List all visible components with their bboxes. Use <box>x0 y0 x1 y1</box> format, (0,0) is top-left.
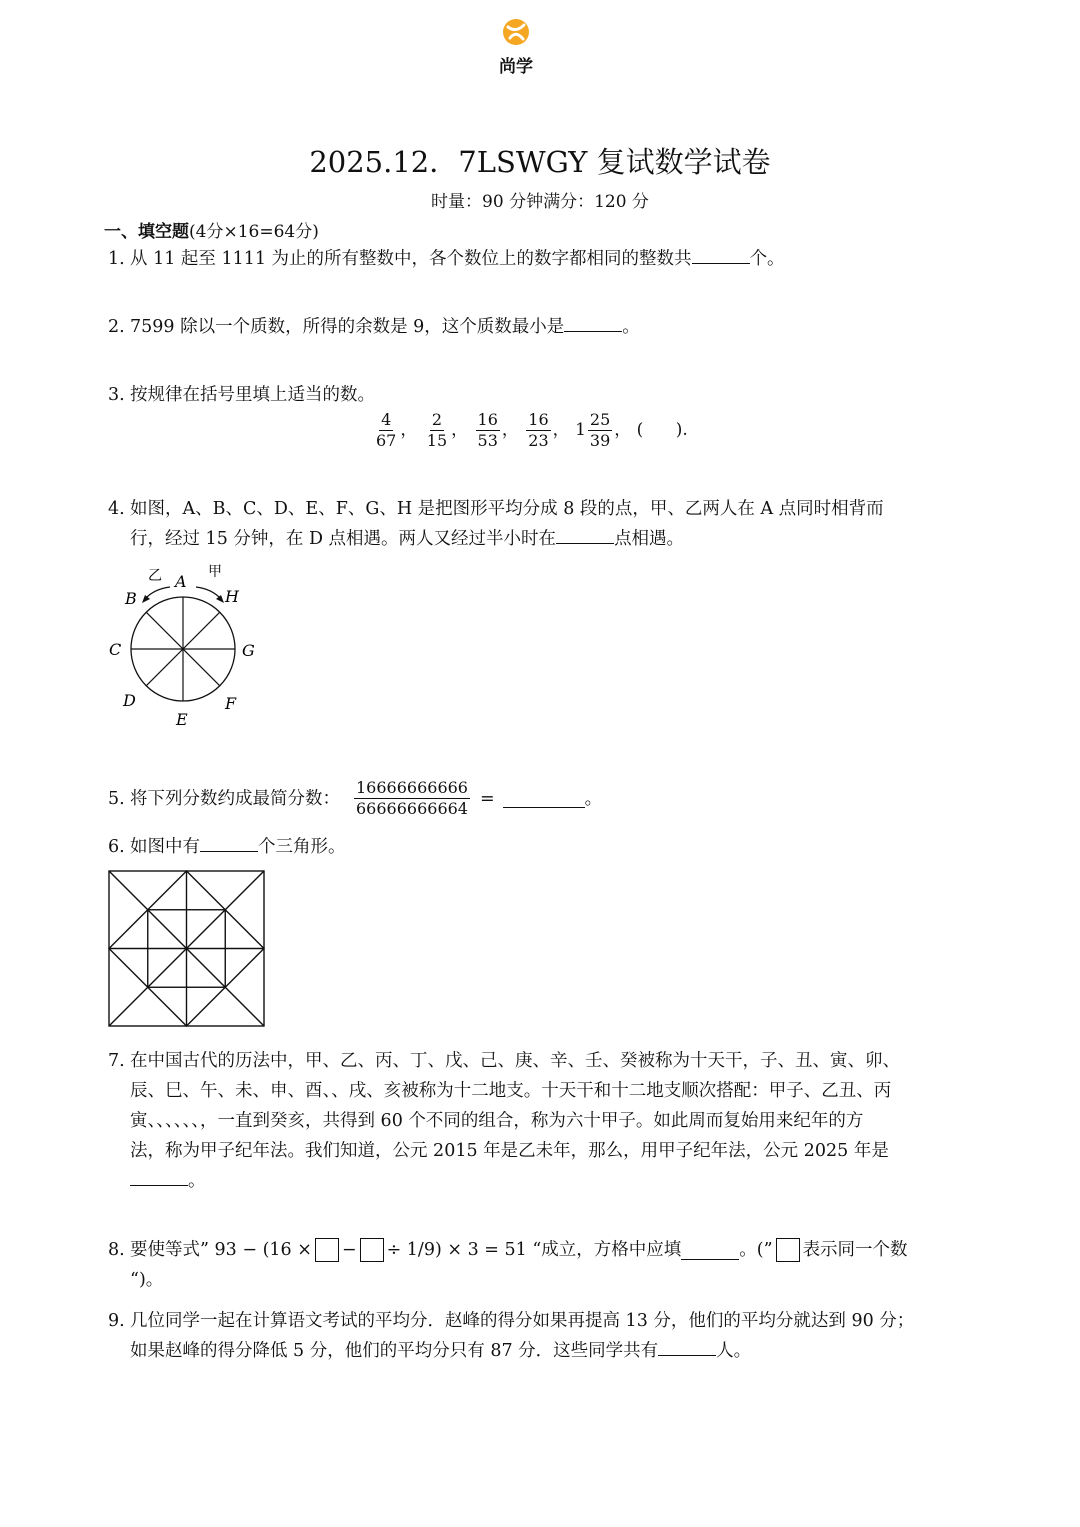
question-text-c: ÷ 1/9) × 3 = 51 “成立，方格中应填 <box>386 1240 682 1260</box>
question-3 <box>108 380 375 410</box>
fraction-sequence <box>372 410 688 451</box>
exam-info: 时量：90 分钟满分：120 分 <box>431 192 649 212</box>
question-number: 9. <box>108 1311 125 1331</box>
logo-text: 尚学 <box>499 57 533 77</box>
point-F: F <box>225 694 237 713</box>
question-number: 4. <box>108 499 125 519</box>
question-number: 8. <box>108 1240 125 1260</box>
point-E: E <box>176 710 188 729</box>
square-box <box>776 1238 800 1262</box>
fraction-2: $\frac{2}{15}$ <box>426 410 448 450</box>
question-2 <box>108 312 640 342</box>
logo-icon <box>500 18 532 46</box>
question-text-line2: “)。 <box>130 1270 164 1290</box>
separator: ， <box>552 420 570 440</box>
circle-figure <box>100 560 270 735</box>
arrow-jia <box>196 587 221 599</box>
separator: ， <box>451 420 469 440</box>
section-label: 一、填空题 <box>104 222 189 242</box>
square-box <box>360 1238 384 1262</box>
label-yi: 乙 <box>148 568 162 584</box>
mixed-whole: 1 <box>575 420 586 440</box>
question-text-line2: 行，经过 15 分钟，在 D 点相遇。两人又经过半小时在 <box>130 529 557 549</box>
question-text: 从 11 起至 1111 为止的所有整数中，各个数位上的数字都相同的整数共 <box>130 249 692 269</box>
label-jia: 甲 <box>208 564 222 580</box>
question-text: 将下列分数约成最简分数： <box>130 788 340 809</box>
answer-blank[interactable] <box>658 1337 716 1356</box>
question-number: 5. <box>108 788 125 809</box>
point-D: D <box>123 691 136 710</box>
fraction-3: $\frac{16}{53}$ <box>477 410 498 450</box>
page-title: 2025.12．7LSWGY 复试数学试卷 <box>309 145 771 179</box>
question-text-end: 。 <box>188 1171 206 1191</box>
triangle-figure <box>108 870 266 1028</box>
question-number: 6. <box>108 837 125 857</box>
answer-blank[interactable] <box>556 525 614 544</box>
answer-blank[interactable] <box>200 833 258 852</box>
question-text-b: − <box>341 1240 357 1260</box>
question-text-d: 。(” <box>739 1240 773 1260</box>
question-text-a: 要使等式” 93 − (16 × <box>130 1240 312 1260</box>
answer-blank[interactable] <box>692 245 750 264</box>
question-9 <box>108 1306 914 1366</box>
answer-paren[interactable]: ( ). <box>636 420 688 440</box>
point-C: C <box>109 640 122 659</box>
question-text-end: 个。 <box>749 249 785 269</box>
separator: ， <box>614 420 632 440</box>
question-number: 3. <box>108 385 125 405</box>
question-number: 2. <box>108 317 125 337</box>
question-text-end: 人。 <box>716 1341 752 1361</box>
question-text-e: 表示同一个数 <box>802 1240 908 1260</box>
fraction-4: $\frac{16}{23}$ <box>528 410 549 450</box>
answer-blank[interactable] <box>564 313 622 332</box>
question-7 <box>108 1046 900 1196</box>
answer-blank[interactable] <box>130 1167 188 1186</box>
question-text-line1: 在中国古代的历法中，甲、乙、丙、丁、戊、己、庚、辛、壬、癸被称为十天干，子、丑、寅、卯、 <box>130 1051 900 1071</box>
question-text-end: 。 <box>584 788 603 809</box>
section-scoring: (4分×16=64分) <box>189 222 319 242</box>
question-1 <box>108 244 785 274</box>
question-text: 按规律在括号里填上适当的数。 <box>130 385 375 405</box>
question-text: 7599 除以一个质数，所得的余数是 9，这个质数最小是 <box>130 317 565 337</box>
separator: ， <box>400 420 418 440</box>
question-text-line1: 如图，A、B、C、D、E、F、G、H 是把图形平均分成 8 段的点，甲、乙两人在 A 点同时相背而 <box>130 499 884 519</box>
fraction-1: $\frac{4}{67}$ <box>376 410 397 450</box>
point-H: H <box>225 587 239 606</box>
logo <box>486 18 546 77</box>
answer-blank[interactable] <box>503 789 585 808</box>
point-B: B <box>125 589 137 608</box>
separator: ， <box>501 420 519 440</box>
question-text-line1: 几位同学一起在计算语文考试的平均分．赵峰的得分如果再提高 13 分，他们的平均分就达到 90 分； <box>130 1311 915 1331</box>
answer-blank[interactable] <box>681 1241 739 1260</box>
question-text-line2: 辰、巳、午、未、申、酉、、戌、亥被称为十二地支。十天干和十二地支顺次搭配：甲子、乙丑、丙 <box>130 1081 892 1101</box>
question-4 <box>108 494 884 554</box>
question-text-line4: 法，称为甲子纪年法。我们知道，公元 2015 年是乙未年，那么，用甲子纪年法，公元 2025 年是 <box>130 1141 889 1161</box>
section-heading <box>104 217 319 242</box>
question-6 <box>108 832 346 862</box>
arrowhead-jia <box>216 595 224 603</box>
question-text-end: 个三角形。 <box>258 837 346 857</box>
big-fraction: $\frac{16666666666}{66666666664}$ <box>356 778 468 818</box>
arrow-yi <box>145 587 170 599</box>
question-8 <box>108 1235 908 1295</box>
square-box <box>315 1238 339 1262</box>
question-number: 1. <box>108 249 125 269</box>
question-text-end: 点相遇。 <box>614 529 685 549</box>
arrowhead-yi <box>142 595 150 603</box>
question-text: 如图中有 <box>130 837 200 857</box>
point-G: G <box>242 641 255 660</box>
question-number: 7. <box>108 1051 125 1071</box>
equals-sign: = <box>479 788 495 809</box>
fraction-5: $\frac{25}{39}$ <box>589 410 611 450</box>
question-text-line2: 如果赵峰的得分降低 5 分，他们的平均分只有 87 分．这些同学共有 <box>130 1341 659 1361</box>
question-text-line3: 寅、、、、、、，一直到癸亥，共得到 60 个不同的组合，称为六十甲子。如此周而复始用来纪年的方 <box>130 1111 864 1131</box>
question-text-end: 。 <box>622 317 640 337</box>
question-5 <box>108 778 602 819</box>
point-A: A <box>175 572 187 591</box>
